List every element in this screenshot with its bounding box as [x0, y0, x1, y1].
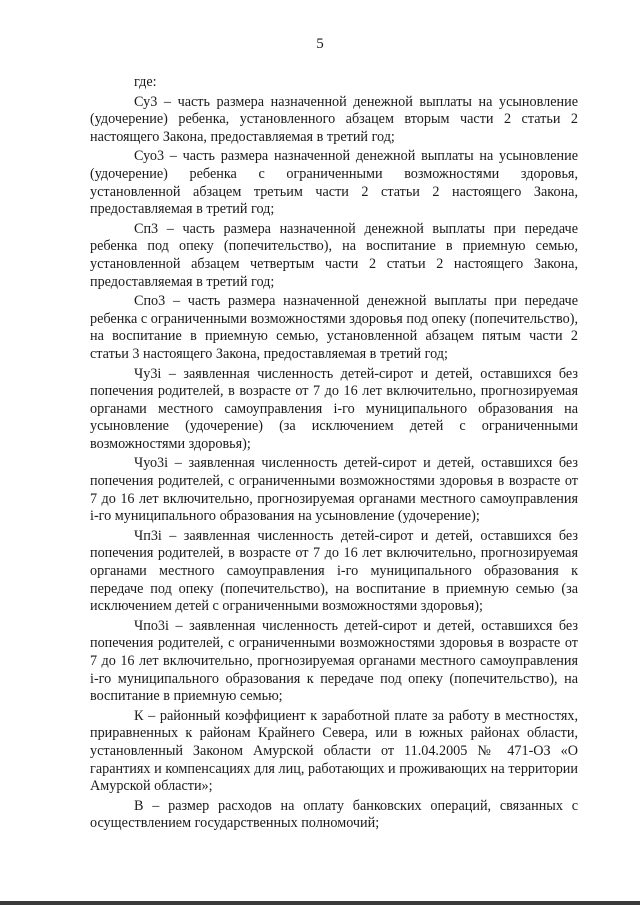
paragraph-chpo3i: Чпо3i – заявленная численность детей-сирот и детей, оставшихся без попечения родителей, с ограниченными возможностями здоровья в возрасте от 7 до 16 лет включительно, прогнозируемая органами местного самоуправления i-го муниципального образования к передаче под опеку (попечительство), на воспитание в приемную семью;: [90, 617, 578, 705]
paragraph-spo3: Спо3 – часть размера назначенной денежной выплаты при передаче ребенка с ограниченными возможностями здоровья под опеку (попечительство), на воспитание в приемную семью, установленной абзацем пятым части 2 статьи 3 настоящего Закона, предоставляемая в третий год;: [90, 293, 578, 362]
page-bottom-edge: [0, 901, 640, 905]
paragraph-chu3i: Чу3i – заявленная численность детей-сирот и детей, оставшихся без попечения родителей, в возрасте от 7 до 16 лет включительно, прогнозируемая органами местного самоуправления i-го муниципального образования на усыновление (удочерение) (за исключением детей с ограниченными возможностями здоровья);: [90, 365, 578, 452]
document-body: [90, 74, 578, 835]
paragraph-suo3: Суо3 – часть размера назначенной денежной выплаты на усыновление (удочерение) ребенка с ограниченными возможностями здоровья, установленной абзацем третьим части 2 статьи 2 настоящего Закона, предоставляемая в третий год;: [90, 148, 578, 218]
paragraph-sp3: Сп3 – часть размера назначенной денежной выплаты при передаче ребенка под опеку (попечительство), на воспитание в приемную семью, установленной абзацем четвертым части 2 статьи 2 настоящего Закона, предоставляемая в третий год;: [90, 220, 578, 290]
page-number: 5: [316, 36, 324, 52]
paragraph-su3: Су3 – часть размера назначенной денежной выплаты на усыновление (удочерение) ребенка, установленного абзацем вторым части 2 статьи 2 настоящего Закона, предоставляемая в третий год;: [90, 93, 578, 145]
paragraph-where: где:: [134, 74, 157, 90]
paragraph-chuo3i: Чуо3i – заявленная численность детей-сирот и детей, оставшихся без попечения родителей, с ограниченными возможностями здоровья в возрасте от 7 до 16 лет включительно, прогнозируемая органами местного самоуправления i-го муниципального образования на усыновление (удочерение);: [90, 455, 578, 525]
paragraph-chp3i: Чп3i – заявленная численность детей-сирот и детей, оставшихся без попечения родителей, в возрасте от 7 до 16 лет включительно, прогнозируемая органами местного самоуправления i-го муниципального образования к передаче под опеку (попечительство), на воспитание в приемную семью (за исключением детей с ограниченными возможностями здоровья);: [90, 527, 578, 615]
paragraph-k: К – районный коэффициент к заработной плате за работу в местностях, приравненных к районам Крайнего Севера, или в южных районах области, установленный Законом Амурской области от 11.04.2005 № 471-ОЗ «О гарантиях и компенсациях для лиц, работающих и проживающих на территории Амурской области»;: [90, 707, 578, 795]
paragraph-v: В – размер расходов на оплату банковских операций, связанных с осуществлением государственных полномочий;: [90, 797, 578, 832]
